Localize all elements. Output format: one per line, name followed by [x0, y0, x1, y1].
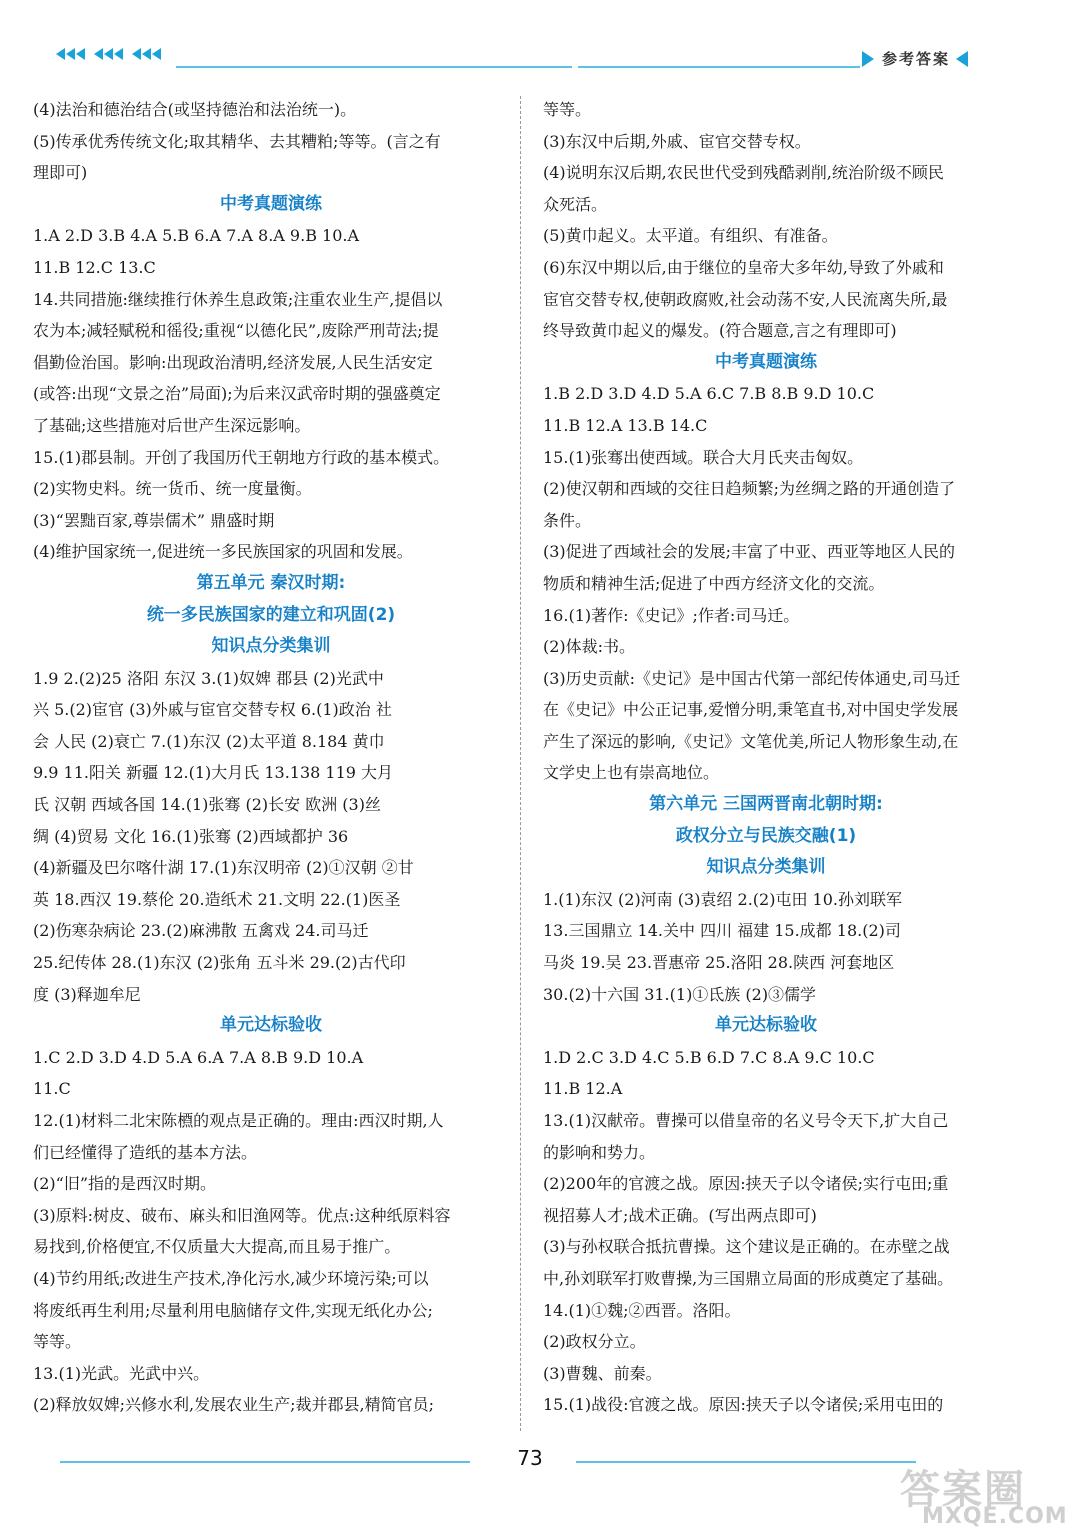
answer-line: 15.(1)郡县制。开创了我国历代王朝地方行政的基本模式。 [33, 447, 450, 467]
arrow-left-icon [956, 51, 968, 67]
answer-line: 将废纸再生利用;尽量利用电脑储存文件,实现无纸化办公; [33, 1300, 433, 1320]
answer-line: 30.(2)十六国 31.(1)①氐族 (2)③儒学 [543, 984, 817, 1004]
section-heading: 统一多民族国家的建立和巩固(2) [146, 604, 396, 625]
right-column [543, 94, 989, 1421]
answer-line: 15.(1)张骞出使西域。联合大月氏夹击匈奴。 [543, 447, 864, 467]
answer-line: (5)黄巾起义。太平道。有组织、有准备。 [543, 226, 838, 246]
answer-line: 11.B 12.A 13.B 14.C [543, 415, 708, 435]
answer-line: 绸 (4)贸易 文化 16.(1)张骞 (2)西域都护 36 [33, 826, 349, 846]
answer-line: 中,孙刘联军打败曹操,为三国鼎立局面的形成奠定了基础。 [543, 1268, 954, 1288]
answer-line: (2)政权分立。 [543, 1332, 646, 1352]
answer-line: 11.B 12.A [543, 1079, 623, 1099]
answer-line: (2)实物史料。统一货币、统一度量衡。 [33, 479, 312, 499]
section-heading: 知识点分类集训 [706, 857, 826, 878]
answer-line: 易找到,价格便宜,不仅质量大大提高,而且易于推广。 [33, 1237, 401, 1257]
section-heading: 第六单元 三国两晋南北朝时期: [649, 794, 883, 815]
answer-line: (3)历史贡献:《史记》是中国古代第一部纪传体通史,司马迁 [543, 668, 961, 688]
answer-line: 理即可) [33, 163, 88, 183]
answer-line: 14.(1)①魏;②西晋。洛阳。 [543, 1300, 741, 1320]
answer-line: 在《史记》中公正记事,爱憎分明,秉笔直书,对中国史学发展 [543, 700, 959, 720]
answer-line: 农为本;减轻赋税和徭役;重视“以德化民”,废除严刑苛法;提 [33, 321, 439, 341]
answer-line: (3)原料:树皮、破布、麻头和旧渔网等。优点:这种纸原料容 [33, 1205, 451, 1225]
answer-line: 9.9 11.阳关 新疆 12.(1)大月氏 13.138 119 大月 [33, 763, 394, 783]
answer-line: (5)传承优秀传统文化;取其精华、去其糟粕;等等。(言之有 [33, 131, 441, 151]
answer-line: (4)法治和德治结合(或坚持德治和法治统一)。 [33, 100, 357, 119]
watermark-logo-text: 答案圈 [900, 1467, 1026, 1513]
section-tag-label: 参考答案 [882, 50, 951, 68]
answer-line: 马炎 19.吴 23.晋惠帝 25.洛阳 28.陕西 河套地区 [543, 953, 895, 973]
answer-line: 条件。 [543, 510, 592, 530]
answer-line: 1.(1)东汉 (2)河南 (3)袁绍 2.(2)屯田 10.孙刘联军 [543, 889, 902, 909]
answer-line: (或答:出现“文景之治”局面);为后来汉武帝时期的强盛奠定 [33, 384, 441, 404]
answer-line: 众死活。 [543, 194, 608, 214]
section-heading: 单元达标验收 [715, 1015, 817, 1036]
answer-line: (4)新疆及巴尔喀什湖 17.(1)东汉明帝 (2)①汉朝 ②甘 [33, 858, 414, 878]
arrow-right-icon [862, 51, 874, 67]
answer-line: (4)维护国家统一,促进统一多民族国家的巩固和发展。 [33, 542, 413, 562]
answer-line: 氏 汉朝 西域各国 14.(1)张骞 (2)长安 欧洲 (3)丝 [33, 795, 381, 815]
page-header [0, 0, 1073, 80]
answer-line: 兴 5.(2)宦官 (3)外戚与宦官交替专权 6.(1)政治 社 [33, 700, 392, 720]
section-heading: 第五单元 秦汉时期: [196, 572, 346, 593]
answer-line: 的影响和势力。 [543, 1142, 656, 1162]
answer-line: 等等。 [543, 100, 592, 119]
answer-line: 1.9 2.(2)25 洛阳 东汉 3.(1)奴婢 郡县 (2)光武中 [33, 668, 384, 688]
answer-line: 宦官交替专权,使朝政腐败,社会动荡不安,人民流离失所,最 [543, 289, 948, 309]
answer-line: (3)与孙权联合抵抗曹操。这个建议是正确的。在赤壁之战 [543, 1237, 950, 1257]
answer-line: 13.三国鼎立 14.关中 四川 福建 15.成都 18.(2)司 [543, 921, 901, 941]
answer-line: 1.C 2.D 3.D 4.D 5.A 6.A 7.A 8.B 9.D 10.A [33, 1047, 364, 1067]
answer-line: (2)“旧”指的是西汉时期。 [33, 1174, 217, 1194]
answer-line: (3)“罢黜百家,尊崇儒术” 鼎盛时期 [33, 510, 275, 530]
answer-line: 了基础;这些措施对后世产生深远影响。 [33, 415, 311, 435]
answer-line: 13.(1)光武。光武中兴。 [33, 1363, 210, 1383]
answer-line: 产生了深远的影响,《史记》文笔优美,所记人物形象生动,在 [543, 731, 959, 751]
header-rule [176, 66, 572, 68]
section-heading: 中考真题演练 [220, 193, 322, 214]
section-heading: 知识点分类集训 [211, 636, 331, 657]
section-heading: 中考真题演练 [715, 351, 817, 372]
left-column [33, 94, 509, 1421]
section-heading: 单元达标验收 [220, 1015, 322, 1036]
watermark-logo [900, 1458, 1068, 1529]
section-tag [862, 48, 968, 69]
answer-line: 12.(1)材料二北宋陈槱的观点是正确的。理由:西汉时期,人 [33, 1111, 444, 1130]
answer-line: 14.共同措施:继续推行休养生息政策;注重农业生产,提倡以 [33, 289, 443, 309]
answer-line: (4)说明东汉后期,农民世代受到残酷剥削,统治阶级不顾民 [543, 163, 944, 183]
answer-line: (2)伤寒杂病论 23.(2)麻沸散 五禽戏 24.司马迁 [33, 921, 369, 941]
answer-line: 倡勤俭治国。影响:出现政治清明,经济发展,人民生活安定 [33, 352, 433, 372]
answer-line: 1.B 2.D 3.D 4.D 5.A 6.C 7.B 8.B 9.D 10.C [543, 384, 875, 404]
answer-line: (2)使汉朝和西域的交往日趋频繁;为丝绸之路的开通创造了 [543, 479, 956, 499]
answer-line: 11.C [33, 1079, 71, 1099]
answer-line: 1.D 2.C 3.D 4.C 5.B 6.D 7.C 8.A 9.C 10.C [543, 1047, 875, 1067]
watermark-url: MXQE.COM [922, 1504, 1068, 1529]
answer-line: (6)东汉中期以后,由于继位的皇帝大多年幼,导致了外戚和 [543, 257, 944, 277]
footer-rule [60, 1461, 470, 1463]
answer-line: 终导致黄巾起义的爆发。(符合题意,言之有理即可) [543, 321, 897, 341]
answer-line: (3)曹魏、前秦。 [543, 1363, 662, 1383]
section-heading: 政权分立与民族交融(1) [675, 825, 857, 846]
answer-line: 们已经懂得了造纸的基本方法。 [33, 1142, 258, 1162]
answer-line: 度 (3)释迦牟尼 [33, 984, 141, 1004]
answer-line: (2)释放奴婢;兴修水利,发展农业生产;裁并郡县,精简官员; [33, 1395, 435, 1415]
page-number: 73 [517, 1446, 543, 1470]
answer-line: 视招募人才;战术正确。(写出两点即可) [543, 1205, 817, 1225]
header-rule [578, 66, 860, 68]
answer-line: 13.(1)汉献帝。曹操可以借皇帝的名义号令天下,扩大自己 [543, 1111, 949, 1130]
answer-line: 等等。 [33, 1332, 82, 1352]
answer-line: 物质和精神生活;促进了中西方经济文化的交流。 [543, 573, 885, 593]
column-divider [520, 96, 521, 1431]
answer-line: (3)东汉中后期,外戚、宦官交替专权。 [543, 131, 811, 151]
answer-line: 15.(1)战役:官渡之战。原因:挟天子以令诸侯;采用屯田的 [543, 1395, 944, 1415]
answer-line: (3)促进了西域社会的发展;丰富了中亚、西亚等地区人民的 [543, 542, 956, 562]
answer-line: 11.B 12.C 13.C [33, 257, 156, 277]
answer-line: (2)200年的官渡之战。原因:挟天子以令诸侯;实行屯田;重 [543, 1174, 949, 1194]
chevron-decoration-icon [56, 48, 168, 60]
answer-line: 1.A 2.D 3.B 4.A 5.B 6.A 7.A 8.A 9.B 10.A [33, 226, 360, 246]
answer-line: (4)节约用纸;改进生产技术,净化污水,减少环境污染;可以 [33, 1268, 429, 1288]
answer-line: 英 18.西汉 19.蔡伦 20.造纸术 21.文明 22.(1)医圣 [33, 889, 401, 909]
answer-line: 会 人民 (2)衰亡 7.(1)东汉 (2)太平道 8.184 黄巾 [33, 731, 385, 751]
answer-line: (2)体裁:书。 [543, 637, 636, 657]
answer-line: 25.纪传体 28.(1)东汉 (2)张角 五斗米 29.(2)古代印 [33, 953, 406, 973]
footer-rule [576, 1461, 916, 1463]
answer-line: 16.(1)著作:《史记》;作者:司马迁。 [543, 605, 800, 625]
answer-line: 文学史上也有崇高地位。 [543, 763, 720, 783]
